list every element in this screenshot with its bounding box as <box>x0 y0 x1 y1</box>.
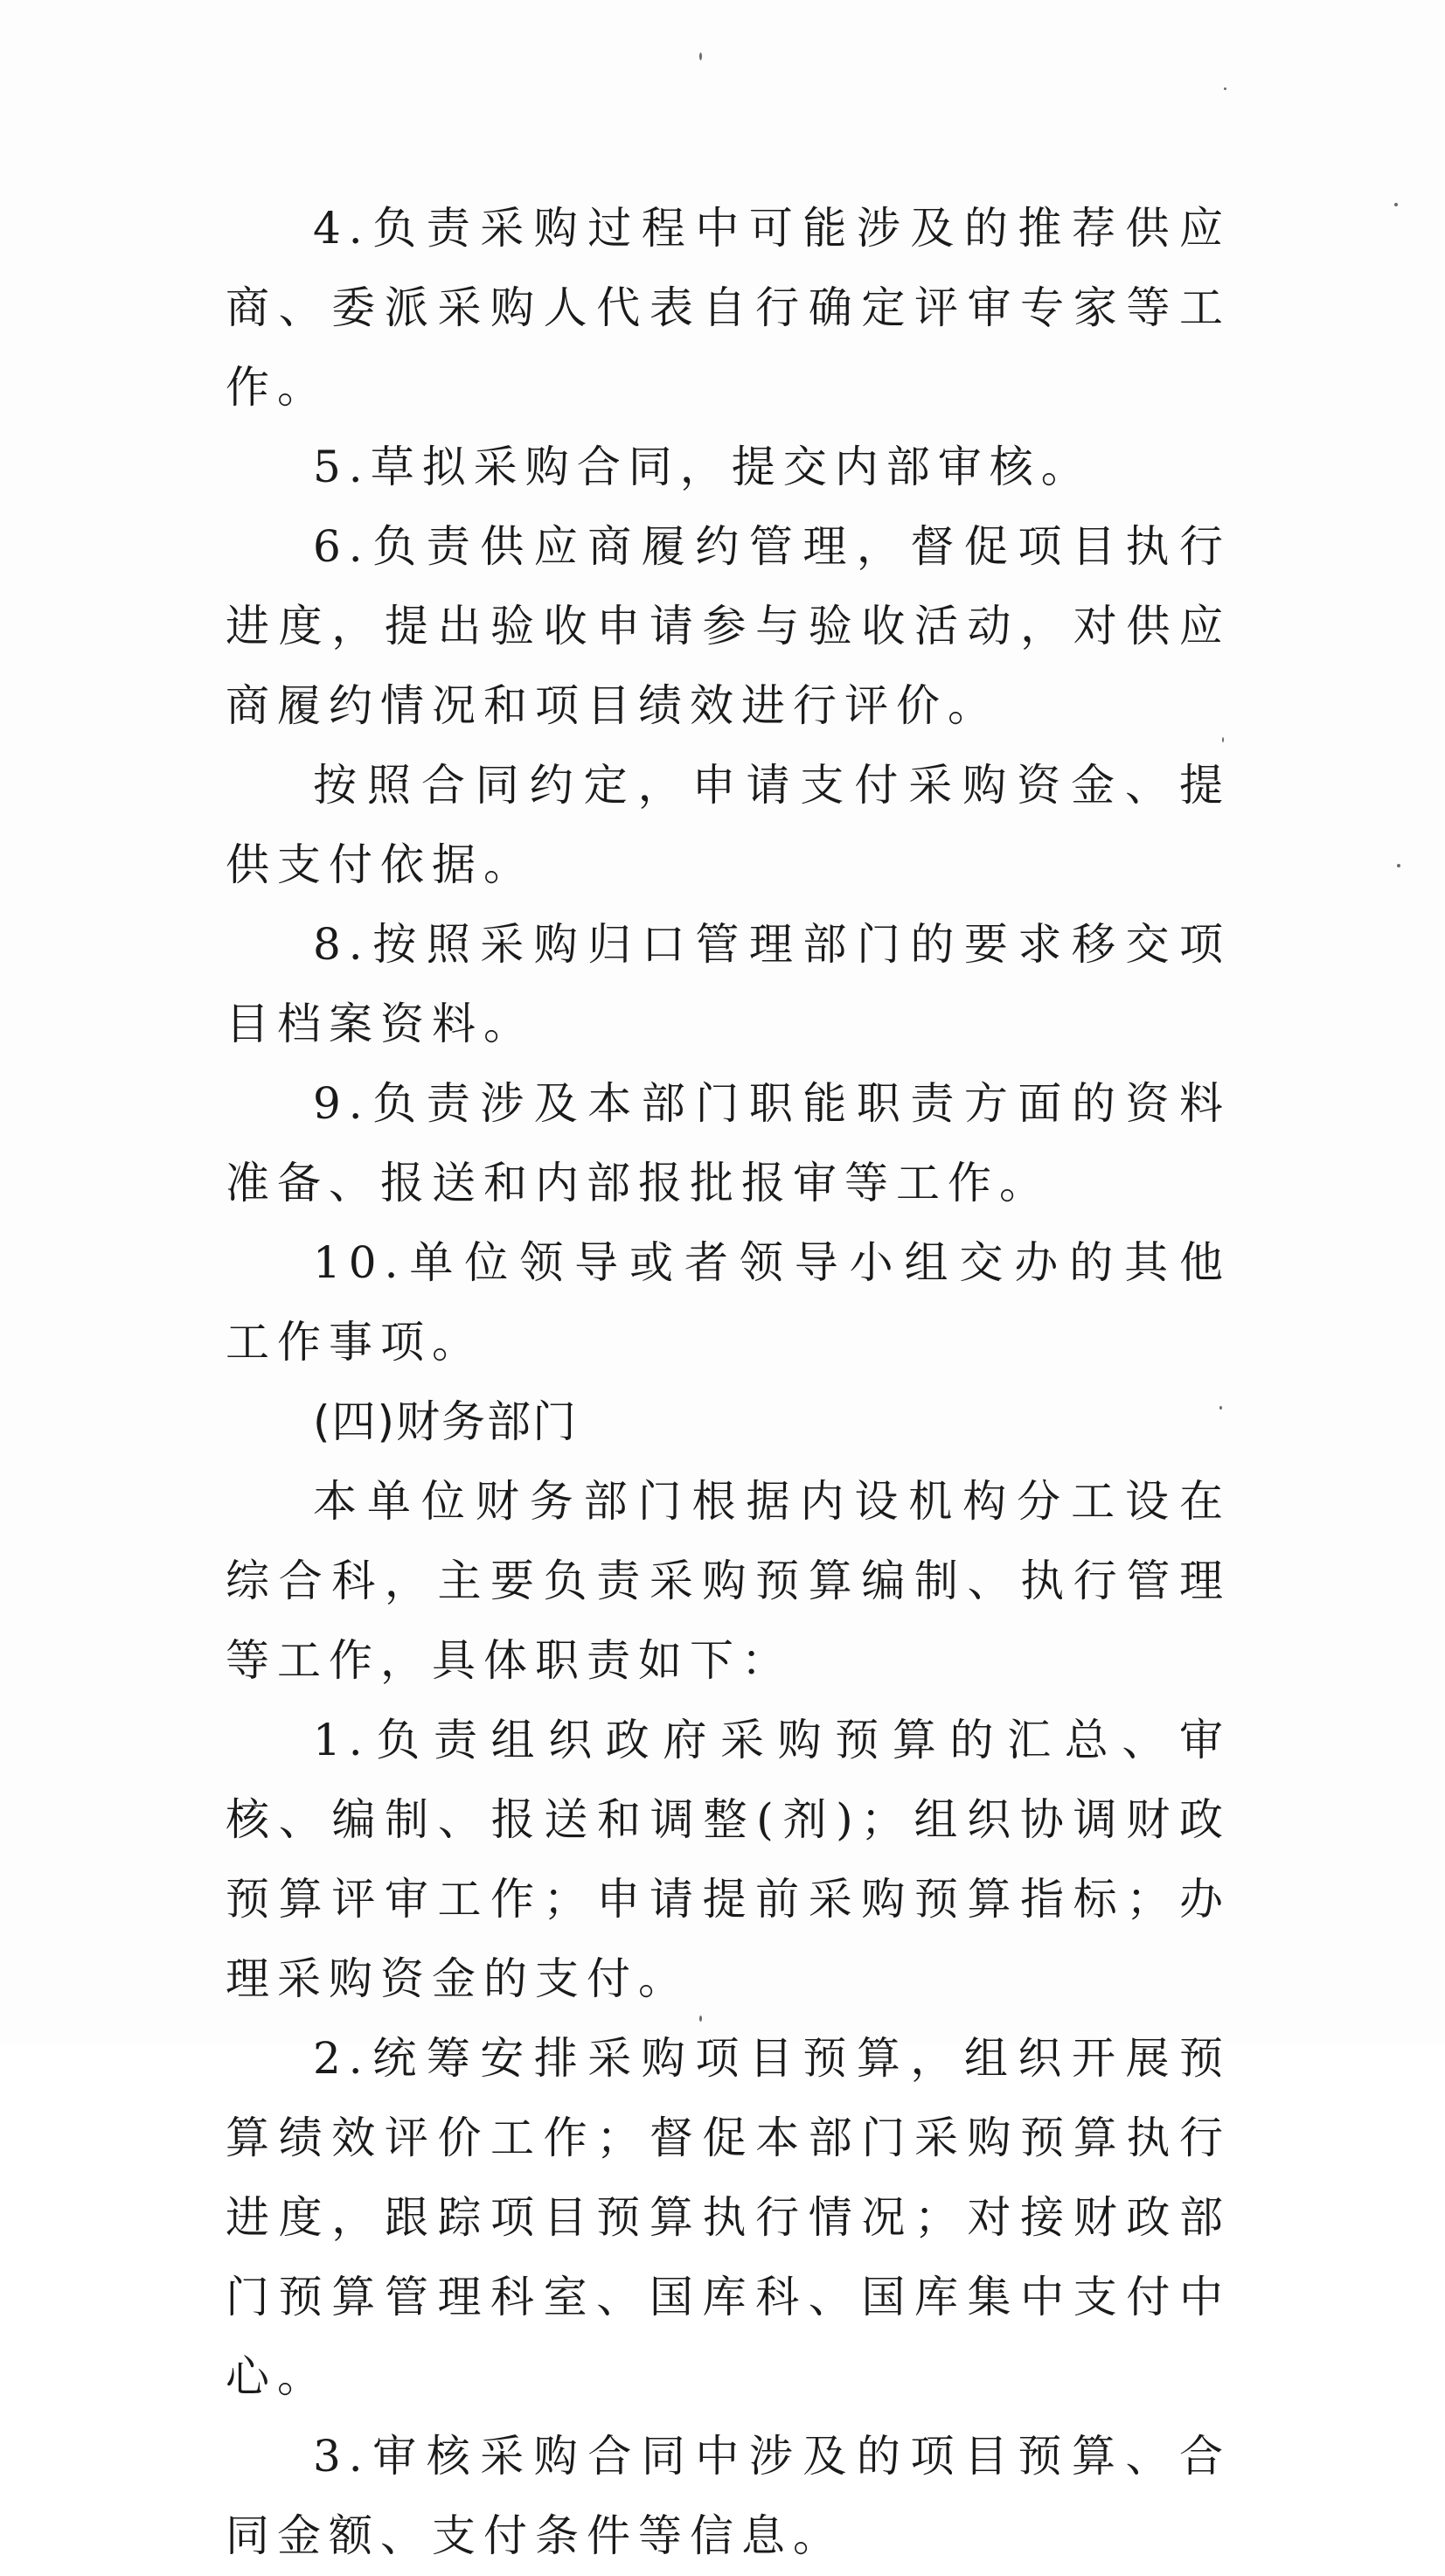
scan-speck <box>699 2016 702 2022</box>
paragraph-item-8: 8.按照采购归口管理部门的要求移交项目档案资料。 <box>226 919 1231 1049</box>
section-heading-finance: (四)财务部门 <box>313 1396 579 1447</box>
scan-speck <box>1394 203 1398 206</box>
paragraph-finance-item-3: 3.审核采购合同中涉及的项目预算、合同金额、支付条件等信息。 <box>226 2431 1231 2561</box>
scan-speck <box>1219 1406 1222 1410</box>
scan-speck <box>1222 737 1224 742</box>
scan-speck <box>1397 864 1400 867</box>
paragraph-item-4: 4.负责采购过程中可能涉及的推荐供应商、委派采购人代表自行确定评审专家等工作。 <box>226 203 1231 413</box>
scan-speck <box>699 52 702 60</box>
paragraph-item-7: 按照合同约定，申请支付采购资金、提供支付依据。 <box>226 760 1231 890</box>
paragraph-finance-item-1: 1.负责组织政府采购预算的汇总、审核、编制、报送和调整(剂)；组织协调财政预算评审工作；申请提前采购预算指标；办理采购资金的支付。 <box>226 1715 1231 2004</box>
paragraph-item-5: 5.草拟采购合同，提交内部审核。 <box>313 442 1093 492</box>
paragraph-item-9: 9.负责涉及本部门职能职责方面的资料准备、报送和内部报批报审等工作。 <box>226 1078 1231 1208</box>
scan-speck <box>1224 87 1226 90</box>
paragraph-item-6: 6.负责供应商履约管理，督促项目执行进度，提出验收申请参与验收活动，对供应商履约情况和项目绩效进行评价。 <box>226 521 1231 731</box>
paragraph-finance-intro: 本单位财务部门根据内设机构分工设在综合科，主要负责采购预算编制、执行管理等工作，具体职责如下： <box>226 1476 1231 1686</box>
paragraph-item-10: 10.单位领导或者领导小组交办的其他工作事项。 <box>226 1237 1231 1368</box>
document-body <box>226 189 1231 2576</box>
paragraph-finance-item-2: 2.统筹安排采购项目预算，组织开展预算绩效评价工作；督促本部门采购预算执行进度，跟踪项目预算执行情况；对接财政部门预算管理科室、国库科、国库集中支付中心。 <box>226 2033 1231 2402</box>
